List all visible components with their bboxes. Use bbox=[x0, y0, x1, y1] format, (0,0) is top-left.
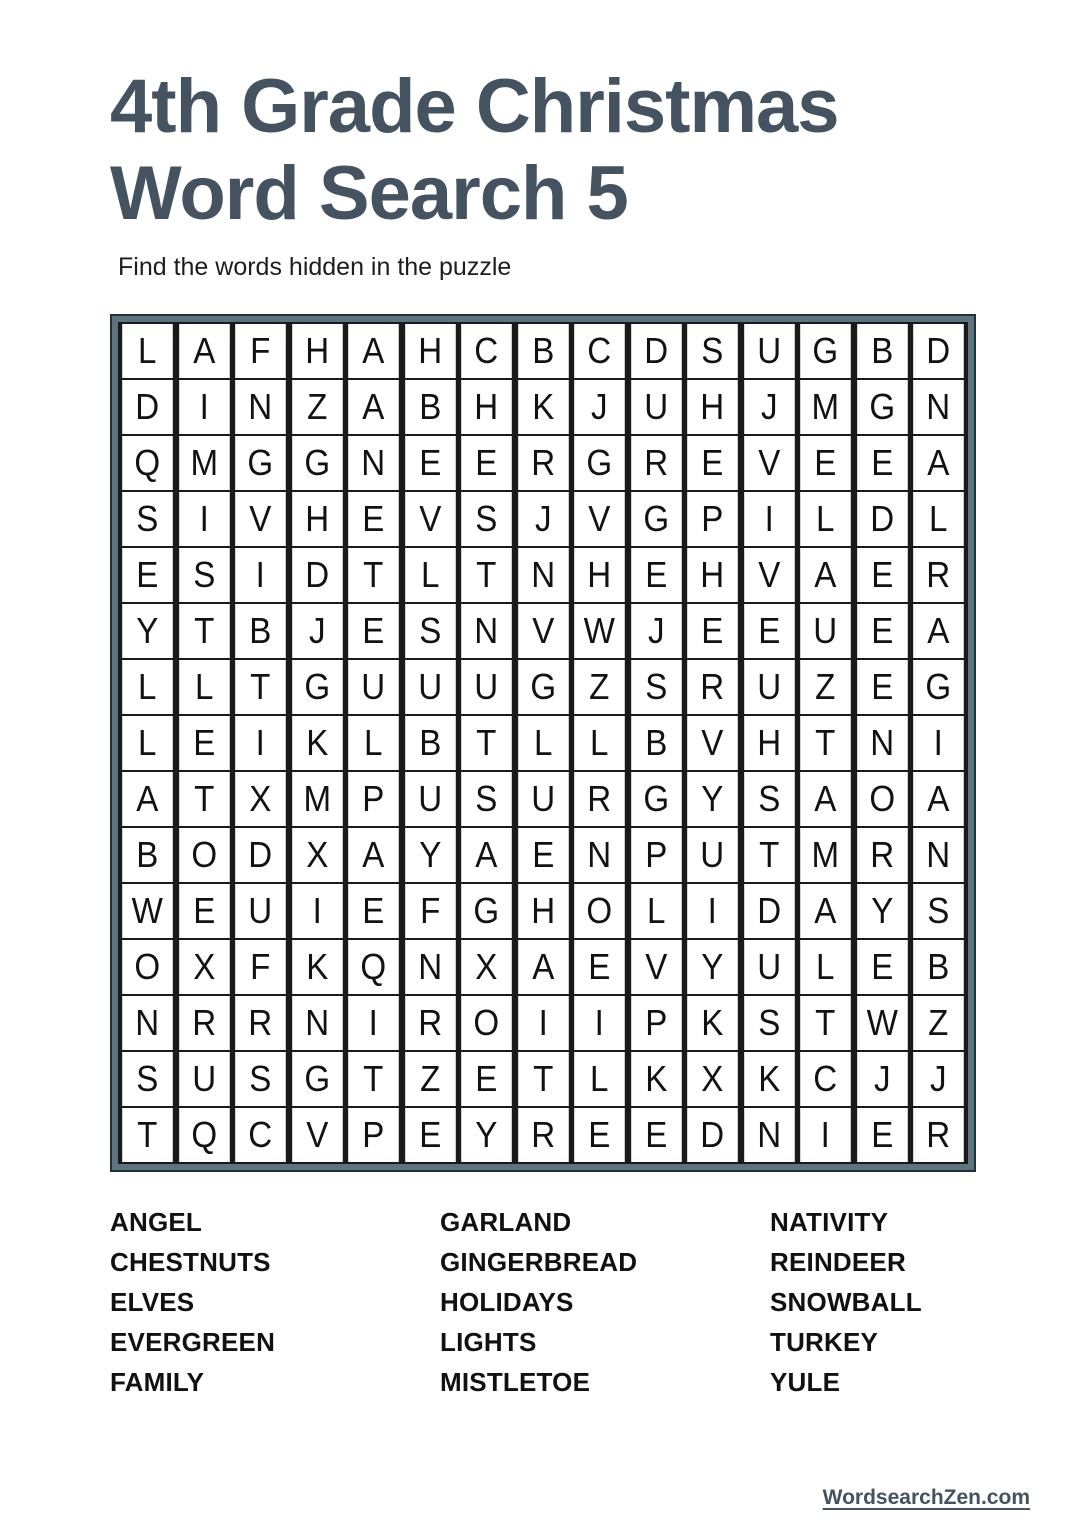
grid-cell: G bbox=[292, 1052, 342, 1106]
grid-cell: B bbox=[914, 940, 964, 994]
grid-cell: E bbox=[122, 548, 172, 602]
grid-cell: L bbox=[801, 940, 851, 994]
grid-cell: U bbox=[688, 828, 738, 882]
grid-cell: U bbox=[518, 772, 568, 826]
page-title bbox=[110, 64, 996, 237]
grid-cell: H bbox=[405, 324, 455, 378]
grid-cell: L bbox=[914, 492, 964, 546]
word-search-grid bbox=[110, 314, 976, 1172]
grid-cell: R bbox=[631, 436, 681, 490]
grid-cell: G bbox=[914, 660, 964, 714]
grid-cell: T bbox=[348, 548, 398, 602]
grid-cell: E bbox=[744, 604, 794, 658]
grid-cell: D bbox=[122, 380, 172, 434]
grid-cell: M bbox=[801, 828, 851, 882]
grid-cell: D bbox=[857, 492, 907, 546]
grid-cell: D bbox=[235, 828, 285, 882]
grid-cell: L bbox=[801, 492, 851, 546]
grid-cell: F bbox=[235, 324, 285, 378]
word-item: REINDEER bbox=[770, 1247, 906, 1278]
grid-cell: E bbox=[801, 436, 851, 490]
grid-cell: I bbox=[348, 996, 398, 1050]
grid-cell: H bbox=[292, 324, 342, 378]
grid-cell: U bbox=[744, 660, 794, 714]
grid-cell: E bbox=[405, 436, 455, 490]
grid-cell: F bbox=[405, 884, 455, 938]
grid-cell: L bbox=[518, 716, 568, 770]
grid-cell: X bbox=[292, 828, 342, 882]
grid-cell: I bbox=[688, 884, 738, 938]
grid-cells bbox=[118, 322, 968, 1164]
grid-cell: V bbox=[405, 492, 455, 546]
grid-cell: H bbox=[292, 492, 342, 546]
grid-cell: V bbox=[518, 604, 568, 658]
grid-cell: L bbox=[122, 324, 172, 378]
grid-cell: R bbox=[574, 772, 624, 826]
grid-cell: A bbox=[518, 940, 568, 994]
grid-cell: T bbox=[801, 716, 851, 770]
grid-cell: S bbox=[235, 1052, 285, 1106]
grid-cell: Z bbox=[801, 660, 851, 714]
grid-cell: Y bbox=[405, 828, 455, 882]
grid-cell: C bbox=[574, 324, 624, 378]
grid-cell: N bbox=[914, 828, 964, 882]
grid-cell: E bbox=[857, 940, 907, 994]
grid-cell: P bbox=[631, 828, 681, 882]
grid-cell: N bbox=[461, 604, 511, 658]
grid-cell: E bbox=[348, 884, 398, 938]
grid-cell: D bbox=[688, 1108, 738, 1162]
grid-cell: P bbox=[631, 996, 681, 1050]
grid-cell: U bbox=[405, 772, 455, 826]
grid-cell: G bbox=[631, 772, 681, 826]
grid-cell: E bbox=[179, 884, 229, 938]
grid-cell: H bbox=[688, 548, 738, 602]
grid-cell: D bbox=[914, 324, 964, 378]
grid-cell: P bbox=[688, 492, 738, 546]
grid-cell: C bbox=[801, 1052, 851, 1106]
word-item: NATIVITY bbox=[770, 1207, 889, 1238]
grid-cell: R bbox=[405, 996, 455, 1050]
word-item: ANGEL bbox=[110, 1207, 202, 1238]
grid-cell: V bbox=[688, 716, 738, 770]
word-item: TURKEY bbox=[770, 1327, 879, 1358]
grid-cell: L bbox=[574, 716, 624, 770]
grid-cell: E bbox=[631, 548, 681, 602]
grid-cell: H bbox=[574, 548, 624, 602]
grid-cell: M bbox=[801, 380, 851, 434]
grid-cell: X bbox=[461, 940, 511, 994]
grid-cell: A bbox=[914, 604, 964, 658]
grid-cell: T bbox=[235, 660, 285, 714]
grid-cell: A bbox=[801, 772, 851, 826]
grid-cell: J bbox=[857, 1052, 907, 1106]
grid-cell: J bbox=[574, 380, 624, 434]
grid-cell: E bbox=[461, 1052, 511, 1106]
grid-cell: Y bbox=[688, 940, 738, 994]
grid-cell: A bbox=[914, 436, 964, 490]
grid-cell: D bbox=[744, 884, 794, 938]
grid-cell: E bbox=[574, 940, 624, 994]
word-item: LIGHTS bbox=[440, 1327, 537, 1358]
grid-cell: H bbox=[744, 716, 794, 770]
grid-cell: R bbox=[518, 1108, 568, 1162]
grid-cell: I bbox=[235, 548, 285, 602]
grid-cell: T bbox=[801, 996, 851, 1050]
word-item: ELVES bbox=[110, 1287, 195, 1318]
grid-cell: Y bbox=[857, 884, 907, 938]
grid-cell: K bbox=[292, 940, 342, 994]
page-title-line2: Word Search 5 bbox=[110, 150, 628, 236]
word-item: EVERGREEN bbox=[110, 1327, 276, 1358]
grid-cell: T bbox=[179, 772, 229, 826]
grid-cell: Y bbox=[688, 772, 738, 826]
grid-cell: N bbox=[744, 1108, 794, 1162]
grid-cell: O bbox=[179, 828, 229, 882]
grid-cell: I bbox=[292, 884, 342, 938]
grid-cell: K bbox=[292, 716, 342, 770]
grid-cell: Y bbox=[461, 1108, 511, 1162]
word-item: FAMILY bbox=[110, 1367, 205, 1398]
grid-cell: X bbox=[179, 940, 229, 994]
grid-cell: L bbox=[405, 548, 455, 602]
grid-cell: S bbox=[179, 548, 229, 602]
word-item: YULE bbox=[770, 1367, 841, 1398]
grid-cell: N bbox=[574, 828, 624, 882]
grid-cell: E bbox=[857, 548, 907, 602]
grid-cell: U bbox=[744, 324, 794, 378]
grid-cell: S bbox=[461, 772, 511, 826]
grid-cell: I bbox=[744, 492, 794, 546]
grid-cell: S bbox=[631, 660, 681, 714]
grid-cell: U bbox=[405, 660, 455, 714]
grid-cell: T bbox=[461, 716, 511, 770]
grid-cell: Q bbox=[179, 1108, 229, 1162]
grid-cell: J bbox=[631, 604, 681, 658]
grid-cell: O bbox=[857, 772, 907, 826]
grid-cell: I bbox=[179, 492, 229, 546]
grid-cell: L bbox=[122, 660, 172, 714]
grid-cell: E bbox=[688, 436, 738, 490]
puzzle-instructions: Find the words hidden in the puzzle bbox=[118, 253, 512, 282]
grid-cell: Z bbox=[574, 660, 624, 714]
grid-cell: E bbox=[631, 1108, 681, 1162]
grid-cell: R bbox=[688, 660, 738, 714]
grid-cell: V bbox=[744, 548, 794, 602]
grid-cell: J bbox=[518, 492, 568, 546]
grid-cell: V bbox=[574, 492, 624, 546]
grid-cell: D bbox=[292, 548, 342, 602]
word-list-column bbox=[110, 1202, 440, 1402]
grid-cell: S bbox=[122, 492, 172, 546]
word-item: HOLIDAYS bbox=[440, 1287, 574, 1318]
grid-cell: U bbox=[461, 660, 511, 714]
word-item: MISTLETOE bbox=[440, 1367, 591, 1398]
grid-cell: A bbox=[348, 828, 398, 882]
grid-cell: S bbox=[122, 1052, 172, 1106]
grid-cell: P bbox=[348, 1108, 398, 1162]
grid-cell: L bbox=[179, 660, 229, 714]
grid-cell: G bbox=[801, 324, 851, 378]
grid-cell: Q bbox=[122, 436, 172, 490]
grid-cell: K bbox=[518, 380, 568, 434]
grid-cell: V bbox=[631, 940, 681, 994]
grid-cell: M bbox=[179, 436, 229, 490]
grid-cell: S bbox=[744, 772, 794, 826]
word-item: GARLAND bbox=[440, 1207, 572, 1238]
grid-cell: S bbox=[405, 604, 455, 658]
grid-cell: A bbox=[914, 772, 964, 826]
grid-cell: C bbox=[461, 324, 511, 378]
grid-cell: T bbox=[518, 1052, 568, 1106]
grid-cell: A bbox=[122, 772, 172, 826]
grid-cell: Y bbox=[122, 604, 172, 658]
grid-cell: F bbox=[235, 940, 285, 994]
grid-cell: T bbox=[461, 548, 511, 602]
grid-cell: J bbox=[744, 380, 794, 434]
grid-cell: S bbox=[461, 492, 511, 546]
grid-cell: G bbox=[235, 436, 285, 490]
grid-cell: E bbox=[179, 716, 229, 770]
grid-cell: N bbox=[857, 716, 907, 770]
grid-cell: U bbox=[631, 380, 681, 434]
grid-cell: J bbox=[914, 1052, 964, 1106]
grid-cell: U bbox=[179, 1052, 229, 1106]
grid-cell: N bbox=[292, 996, 342, 1050]
grid-cell: J bbox=[292, 604, 342, 658]
grid-cell: O bbox=[122, 940, 172, 994]
grid-cell: S bbox=[688, 324, 738, 378]
grid-cell: N bbox=[405, 940, 455, 994]
grid-cell: E bbox=[857, 436, 907, 490]
grid-cell: T bbox=[348, 1052, 398, 1106]
grid-cell: I bbox=[518, 996, 568, 1050]
grid-cell: U bbox=[235, 884, 285, 938]
grid-cell: X bbox=[688, 1052, 738, 1106]
grid-cell: G bbox=[857, 380, 907, 434]
grid-cell: R bbox=[235, 996, 285, 1050]
grid-cell: Z bbox=[292, 380, 342, 434]
grid-cell: O bbox=[461, 996, 511, 1050]
grid-cell: L bbox=[348, 716, 398, 770]
grid-cell: T bbox=[122, 1108, 172, 1162]
grid-cell: B bbox=[235, 604, 285, 658]
grid-cell: T bbox=[744, 828, 794, 882]
grid-cell: B bbox=[518, 324, 568, 378]
grid-cell: D bbox=[631, 324, 681, 378]
grid-cell: G bbox=[631, 492, 681, 546]
grid-cell: G bbox=[518, 660, 568, 714]
grid-cell: N bbox=[348, 436, 398, 490]
grid-cell: K bbox=[688, 996, 738, 1050]
grid-cell: S bbox=[744, 996, 794, 1050]
grid-cell: W bbox=[857, 996, 907, 1050]
grid-cell: V bbox=[292, 1108, 342, 1162]
grid-cell: B bbox=[631, 716, 681, 770]
grid-cell: E bbox=[688, 604, 738, 658]
site-link[interactable]: WordsearchZen.com bbox=[822, 1486, 1030, 1509]
grid-cell: W bbox=[122, 884, 172, 938]
grid-cell: T bbox=[179, 604, 229, 658]
grid-cell: I bbox=[179, 380, 229, 434]
grid-cell: R bbox=[857, 828, 907, 882]
grid-cell: N bbox=[914, 380, 964, 434]
grid-cell: V bbox=[235, 492, 285, 546]
grid-cell: V bbox=[744, 436, 794, 490]
grid-cell: E bbox=[348, 492, 398, 546]
grid-cell: Z bbox=[914, 996, 964, 1050]
footer bbox=[823, 1486, 1030, 1510]
grid-cell: U bbox=[348, 660, 398, 714]
grid-cell: A bbox=[348, 380, 398, 434]
grid-cell: K bbox=[631, 1052, 681, 1106]
grid-cell: S bbox=[914, 884, 964, 938]
grid-cell: U bbox=[744, 940, 794, 994]
word-item: CHESTNUTS bbox=[110, 1247, 271, 1278]
grid-cell: E bbox=[518, 828, 568, 882]
grid-cell: W bbox=[574, 604, 624, 658]
grid-cell: H bbox=[461, 380, 511, 434]
grid-cell: R bbox=[518, 436, 568, 490]
grid-cell: H bbox=[518, 884, 568, 938]
grid-cell: U bbox=[801, 604, 851, 658]
word-item: GINGERBREAD bbox=[440, 1247, 638, 1278]
grid-cell: A bbox=[179, 324, 229, 378]
grid-cell: E bbox=[857, 1108, 907, 1162]
grid-cell: G bbox=[292, 660, 342, 714]
grid-cell: G bbox=[574, 436, 624, 490]
grid-cell: E bbox=[857, 660, 907, 714]
grid-cell: X bbox=[235, 772, 285, 826]
grid-cell: N bbox=[122, 996, 172, 1050]
grid-cell: P bbox=[348, 772, 398, 826]
grid-cell: G bbox=[292, 436, 342, 490]
grid-cell: I bbox=[574, 996, 624, 1050]
grid-cell: I bbox=[801, 1108, 851, 1162]
word-list-column bbox=[770, 1202, 1086, 1402]
grid-cell: E bbox=[348, 604, 398, 658]
grid-cell: L bbox=[122, 716, 172, 770]
grid-cell: E bbox=[405, 1108, 455, 1162]
grid-cell: L bbox=[631, 884, 681, 938]
grid-cell: B bbox=[857, 324, 907, 378]
grid-cell: A bbox=[801, 884, 851, 938]
grid-cell: M bbox=[292, 772, 342, 826]
grid-cell: K bbox=[744, 1052, 794, 1106]
grid-cell: I bbox=[914, 716, 964, 770]
grid-cell: R bbox=[914, 1108, 964, 1162]
grid-cell: B bbox=[122, 828, 172, 882]
grid-cell: E bbox=[461, 436, 511, 490]
grid-cell: A bbox=[348, 324, 398, 378]
grid-cell: N bbox=[235, 380, 285, 434]
grid-cell: R bbox=[914, 548, 964, 602]
word-item: SNOWBALL bbox=[770, 1287, 922, 1318]
grid-cell: Q bbox=[348, 940, 398, 994]
grid-cell: Z bbox=[405, 1052, 455, 1106]
grid-cell: E bbox=[574, 1108, 624, 1162]
grid-cell: L bbox=[574, 1052, 624, 1106]
word-list-column bbox=[440, 1202, 770, 1402]
grid-cell: B bbox=[405, 380, 455, 434]
grid-cell: O bbox=[574, 884, 624, 938]
grid-cell: N bbox=[518, 548, 568, 602]
word-list bbox=[110, 1202, 1086, 1402]
grid-cell: I bbox=[235, 716, 285, 770]
grid-cell: R bbox=[179, 996, 229, 1050]
grid-cell: B bbox=[405, 716, 455, 770]
grid-cell: A bbox=[801, 548, 851, 602]
grid-cell: A bbox=[461, 828, 511, 882]
grid-cell: E bbox=[857, 604, 907, 658]
grid-cell: H bbox=[688, 380, 738, 434]
grid-cell: C bbox=[235, 1108, 285, 1162]
grid-cell: G bbox=[461, 884, 511, 938]
page-title-line1: 4th Grade Christmas bbox=[110, 64, 839, 149]
